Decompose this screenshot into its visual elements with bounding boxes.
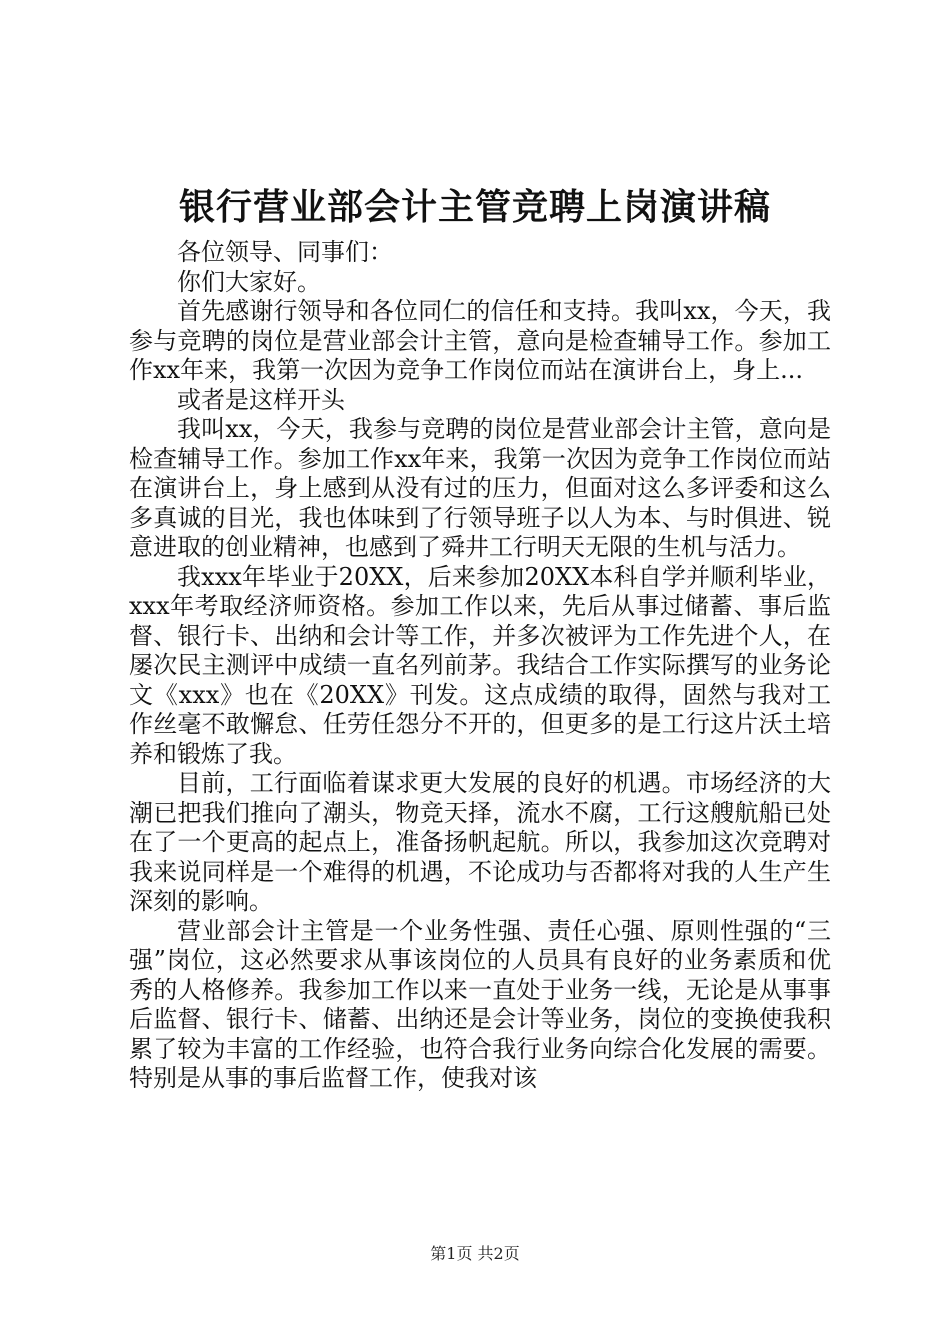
paragraph-intro: 首先感谢行领导和各位同仁的信任和支持。我叫xx，今天，我参与竞聘的岗位是营业部会计主管，意向是检查辅导工作。参加工作xx年来，我第一次因为竞争工作岗位而站在演讲台上，身上... [129, 297, 831, 384]
paragraph-background: 我xxx年毕业于20XX，后来参加20XX本科自学并顺利毕业，xxx年考取经济师资格。参加工作以来，先后从事过储蓄、事后监督、银行卡、出纳和会计等工作，并多次被评为工作先进个人，在屡次民主测评中成绩一直名列前茅。我结合工作实际撰写的业务论文《xxx》也在《20XX》刊发。这点成绩的取得，固然与我对工作丝毫不敢懈怠、任劳任怨分不开的，但更多的是工行这片沃土培养和锻炼了我。 [129, 562, 831, 768]
paragraph-opportunity: 目前，工行面临着谋求更大发展的良好的机遇。市场经济的大潮已把我们推向了潮头，物竞天择，流水不腐，工行这艘航船已处在了一个更高的起点上，准备扬帆起航。所以，我参加这次竞聘对我来说同样是一个难得的机遇，不论成功与否都将对我的人生产生深刻的影响。 [129, 769, 831, 915]
paragraph-salutation: 各位领导、同事们： [177, 238, 393, 266]
paragraph-alternative-opening: 或者是这样开头 [177, 385, 345, 414]
document-body [129, 238, 831, 1094]
page-number-footer: 第1页 共2页 [430, 1244, 520, 1263]
paragraph-greeting: 你们大家好。 [177, 267, 321, 296]
document-title: 银行营业部会计主管竞聘上岗演讲稿 [178, 186, 771, 228]
paragraph-self-introduction: 我叫xx，今天，我参与竞聘的岗位是营业部会计主管，意向是检查辅导工作。参加工作xx年来，我第一次因为竞争工作岗位而站在演讲台上，身上感到从没有过的压力，但面对这么多评委和这么多真诚的目光，我也体味到了行领导班子以人为本、与时俱进、锐意进取的创业精神，也感到了舜井工行明天无限的生机与活力。 [129, 415, 831, 561]
paragraph-position-requirements: 营业部会计主管是一个业务性强、责任心强、原则性强的“三强”岗位，这必然要求从事该岗位的人员具有良好的业务素质和优秀的人格修养。我参加工作以来一直处于业务一线，无论是从事事后监督、银行卡、储蓄、出纳还是会计等业务，岗位的变换使我积累了较为丰富的工作经验，也符合我行业务向综合化发展的需要。特别是从事的事后监督工作，使我对该 [129, 916, 831, 1092]
